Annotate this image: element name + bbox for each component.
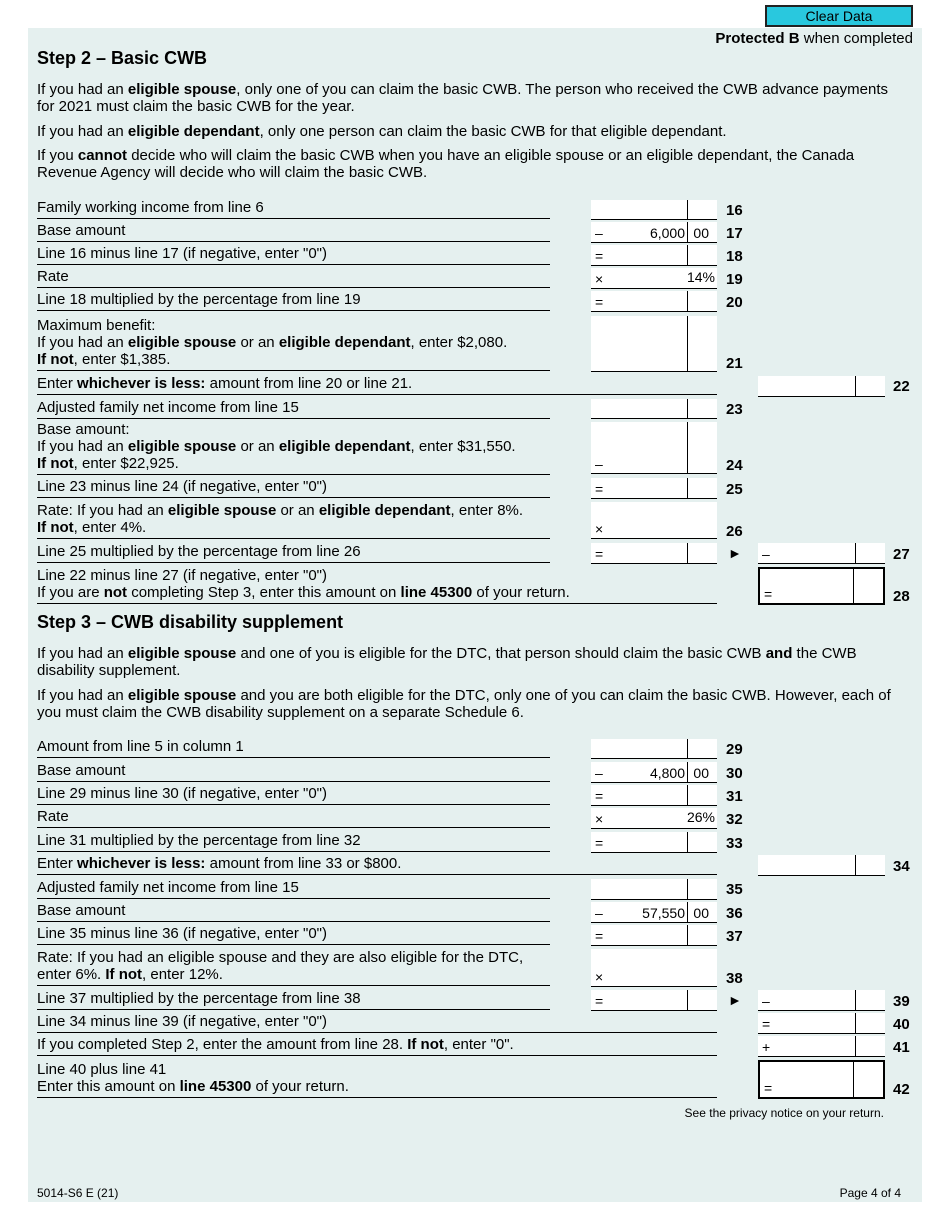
line-39-total-field[interactable]: –	[758, 990, 885, 1011]
line-28-field[interactable]: =	[758, 567, 885, 605]
line-34-label: Enter whichever is less: amount from line 33 or $800.	[37, 855, 717, 875]
line-36-label: Base amount	[37, 902, 550, 922]
line-26-field[interactable]: ×	[591, 502, 717, 539]
line-41-label: If you completed Step 2, enter the amount from line 28. If not, enter "0".	[37, 1036, 717, 1056]
line-21-field[interactable]	[591, 316, 717, 372]
line-31-label: Line 29 minus line 30 (if negative, enter "0")	[37, 785, 550, 805]
line-42-number: 42	[893, 1081, 910, 1098]
line-26-number: 26	[726, 523, 743, 540]
line-22-number: 22	[893, 378, 910, 395]
step2-para-3: If you cannot decide who will claim the basic CWB when you have an eligible spouse or an eligible dependant, the Canada Revenue Agency will decide who will claim the basic CWB.	[37, 147, 855, 181]
line-27-total-field[interactable]: –	[758, 543, 885, 564]
line-30-number: 30	[726, 765, 743, 782]
line-20-label: Line 18 multiplied by the percentage from line 19	[37, 291, 550, 311]
line-31-number: 31	[726, 788, 743, 805]
step3-title: Step 3 – CWB disability supplement	[37, 612, 344, 632]
line-40-number: 40	[893, 1016, 910, 1033]
line-38-label: Rate: If you had an eligible spouse and they are also eligible for the DTC, enter 6%. If not, enter 12%.	[37, 949, 550, 986]
line-19-label: Rate	[37, 268, 550, 288]
line-35-label: Adjusted family net income from line 15	[37, 879, 550, 899]
line-32-field: × 26%	[591, 808, 717, 829]
line-38-number: 38	[726, 970, 743, 987]
line-21-number: 21	[726, 355, 743, 372]
line-32-label: Rate	[37, 808, 550, 828]
step2-para-2: If you had an eligible dependant, only one person can claim the basic CWB for that eligible dependant.	[37, 123, 727, 140]
line-23-field[interactable]	[591, 399, 717, 419]
line-16-number: 16	[726, 202, 743, 219]
line-26-label: Rate: If you had an eligible spouse or an eligible dependant, enter 8%. If not, enter 4%.	[37, 502, 550, 539]
step3-para-2: If you had an eligible spouse and you are both eligible for the DTC, only one of you can claim the basic CWB. However, each of you must claim the CWB disability supplement on a separate Schedule 6.	[37, 687, 891, 721]
line-17-number: 17	[726, 225, 743, 242]
line-37-label: Line 35 minus line 36 (if negative, enter "0")	[37, 925, 550, 945]
line-18-label: Line 16 minus line 17 (if negative, enter "0")	[37, 245, 550, 265]
line-25-label: Line 23 minus line 24 (if negative, enter "0")	[37, 478, 550, 498]
line-27-arrow-icon: ►	[728, 545, 742, 561]
line-27-number: 27	[893, 546, 910, 563]
line-42-field[interactable]: =	[758, 1060, 885, 1099]
line-41-field[interactable]: +	[758, 1036, 885, 1057]
protected-notice: Protected B when completed	[715, 30, 913, 47]
line-36-number: 36	[726, 905, 743, 922]
line-42-label: Line 40 plus line 41 Enter this amount on line 45300 of your return.	[37, 1061, 717, 1098]
line-34-number: 34	[893, 858, 910, 875]
step2-title: Step 2 – Basic CWB	[37, 48, 208, 68]
line-34-field[interactable]	[758, 855, 885, 876]
line-19-number: 19	[726, 271, 743, 288]
form-code: 5014-S6 E (21)	[37, 1186, 119, 1200]
line-33-number: 33	[726, 835, 743, 852]
line-39-field[interactable]: =	[591, 990, 717, 1011]
line-22-field[interactable]	[758, 376, 885, 397]
line-24-label: Base amount: If you had an eligible spouse or an eligible dependant, enter $31,550. If not, enter $22,925.	[37, 421, 550, 475]
line-27-field[interactable]: =	[591, 543, 717, 564]
line-36-field: – 57,550 00	[591, 902, 717, 923]
line-39-label: Line 37 multiplied by the percentage from line 38	[37, 990, 550, 1010]
line-18-number: 18	[726, 248, 743, 265]
line-24-field[interactable]: –	[591, 422, 717, 474]
line-40-label: Line 34 minus line 39 (if negative, enter "0")	[37, 1013, 717, 1033]
line-28-label: Line 22 minus line 27 (if negative, enter "0") If you are not completing Step 3, enter this amount on line 45300 of your return.	[37, 567, 717, 604]
line-37-number: 37	[726, 928, 743, 945]
line-22-label: Enter whichever is less: amount from line 20 or line 21.	[37, 375, 717, 395]
line-38-field[interactable]: ×	[591, 949, 717, 987]
line-31-field[interactable]: =	[591, 785, 717, 806]
line-28-number: 28	[893, 588, 910, 605]
line-29-number: 29	[726, 741, 743, 758]
line-16-label: Family working income from line 6	[37, 199, 550, 219]
line-18-field[interactable]: =	[591, 245, 717, 266]
line-29-label: Amount from line 5 in column 1	[37, 738, 550, 758]
line-29-field[interactable]	[591, 739, 717, 759]
line-32-number: 32	[726, 811, 743, 828]
line-39-arrow-icon: ►	[728, 992, 742, 1008]
line-39-number: 39	[893, 993, 910, 1010]
page-number: Page 4 of 4	[839, 1186, 901, 1200]
line-35-field[interactable]	[591, 879, 717, 900]
line-25-number: 25	[726, 481, 743, 498]
line-33-field[interactable]: =	[591, 832, 717, 853]
line-30-label: Base amount	[37, 762, 550, 782]
line-17-field: – 6,000 00	[591, 222, 717, 243]
line-20-number: 20	[726, 294, 743, 311]
line-35-number: 35	[726, 881, 743, 898]
line-24-number: 24	[726, 457, 743, 474]
line-19-field: × 14%	[591, 268, 717, 289]
line-41-number: 41	[893, 1039, 910, 1056]
line-37-field[interactable]: =	[591, 925, 717, 946]
clear-data-button[interactable]: Clear Data	[765, 5, 913, 27]
line-23-number: 23	[726, 401, 743, 418]
step3-para-1: If you had an eligible spouse and one of you is eligible for the DTC, that person should claim the basic CWB and the CWB disability supplement.	[37, 645, 857, 679]
line-16-field[interactable]	[591, 200, 717, 220]
line-21-label: Maximum benefit: If you had an eligible spouse or an eligible dependant, enter $2,080. If not, enter $1,385.	[37, 317, 550, 371]
line-27-label: Line 25 multiplied by the percentage from line 26	[37, 543, 550, 563]
line-25-field[interactable]: =	[591, 478, 717, 499]
line-40-field[interactable]: =	[758, 1013, 885, 1034]
step2-para-1: If you had an eligible spouse, only one of you can claim the basic CWB. The person who received the CWB advance payments for 2021 must claim the basic CWB for the year.	[37, 81, 888, 115]
line-17-label: Base amount	[37, 222, 550, 242]
line-30-field: – 4,800 00	[591, 762, 717, 783]
line-23-label: Adjusted family net income from line 15	[37, 399, 550, 419]
privacy-notice: See the privacy notice on your return.	[684, 1106, 884, 1120]
line-20-field[interactable]: =	[591, 291, 717, 312]
line-33-label: Line 31 multiplied by the percentage from line 32	[37, 832, 550, 852]
